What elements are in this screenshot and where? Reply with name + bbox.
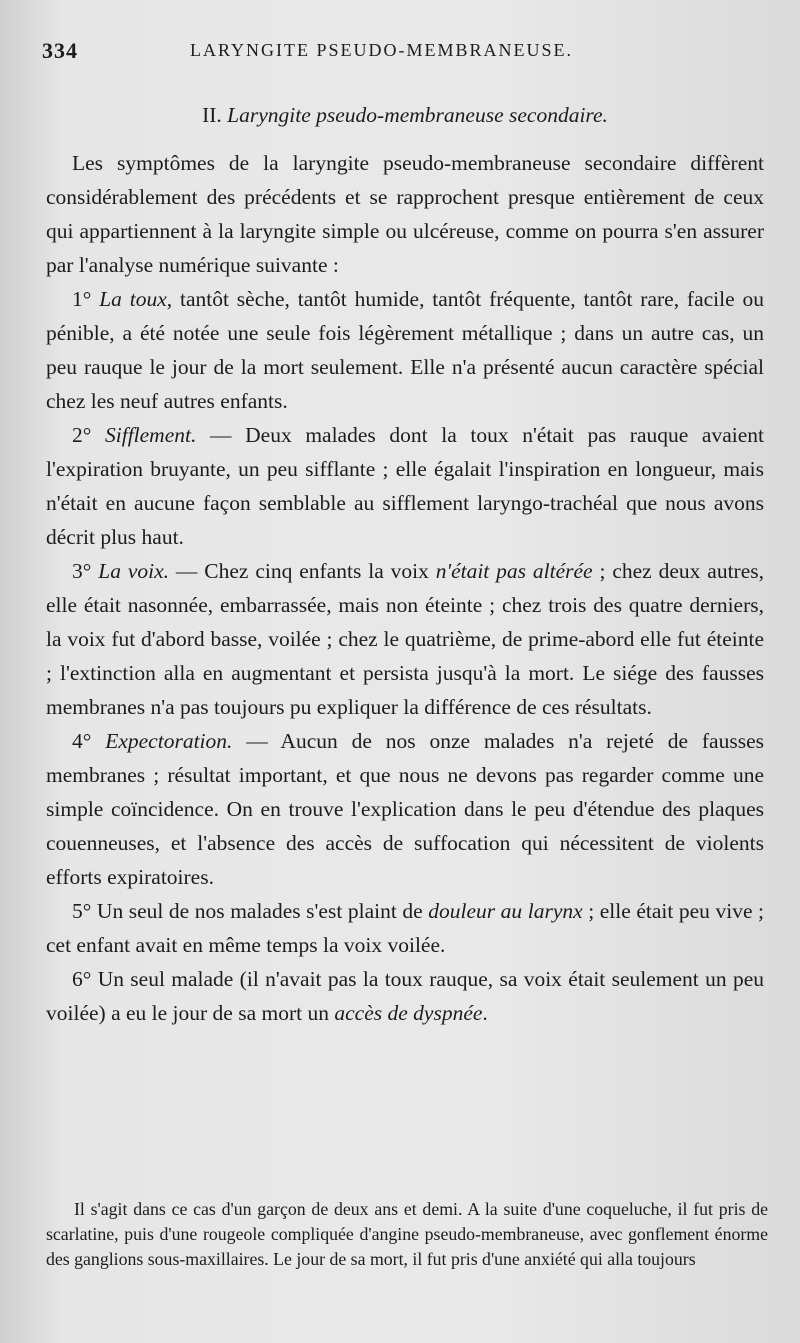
intro-paragraph: Les symptômes de la laryngite pseudo-membraneuse secondaire diffèrent considérablement des précédents et se rapprochent presque entièrement de ceux qui appartiennent à la laryngite simple ou ulcéreuse, comme on pourra s'en assurer par l'analyse numérique suivante : [46,151,764,277]
item-voice [46,554,764,724]
item-label: La voix. [98,559,170,583]
item-text-a: — Chez cinq enfants la voix [169,559,436,583]
item-emphasis: n'était pas altérée [435,559,593,583]
running-title: LARYNGITE PSEUDO-MEMBRANEUSE. [190,40,574,60]
item-whistling [46,418,764,554]
item-number: 3° [72,559,92,583]
section-title: Laryngite pseudo-membraneuse secondaire. [227,103,608,127]
item-text-a: Un seul de nos malades s'est plaint de [91,899,429,923]
item-expectoration [46,724,764,894]
item-text: ; chez deux autres, elle était nasonnée, embarrassée, mais non éteinte ; chez trois des quatre derniers, la voix fut d'abord basse, voilée ; chez le quatrième, de prime-abord elle fut éteinte ; l'extinction alla en augmentant et persista jusqu'à la mort. Le siége des fausses membranes n'a pas toujours pu expliquer la différence de ces résultats. [46,559,764,719]
item-emphasis: accès de dyspnée [334,1001,483,1025]
footnote-text: Il s'agit dans ce cas d'un garçon de deux ans et demi. A la suite d'une coqueluche, il fut pris de scarlatine, puis d'une rougeole compliquée d'angine pseudo-membraneuse, avec gonflement énorme des ganglions sous-maxillaires. Le jour de sa mort, il fut pris d'une anxiété qui alla toujours [46,1199,768,1269]
item-number: 4° [72,729,92,753]
item-number: 6° [72,967,92,991]
main-text [46,98,764,1030]
item-label: La toux [99,287,167,311]
item-cough [46,282,764,418]
item-text: — Aucun de nos onze malades n'a rejeté de fausses membranes ; résultat important, et que nous ne devons pas regarder comme une simple coïncidence. On en trouve l'explication dans le peu d'étendue des plaques couenneuses, et l'absence des accès de suffocation qui nécessitent de violents efforts expiratoires. [46,729,764,889]
item-text: . [482,1001,488,1025]
item-pain [46,894,764,962]
section-heading [46,98,764,132]
footnote [46,1197,768,1272]
item-number: 2° [72,423,92,447]
page-header [40,38,770,68]
item-dyspnea [46,962,764,1030]
item-text: ; elle était peu vive ; cet enfant avait en même temps la voix voilée. [46,899,765,957]
item-text-a: Un seul malade (il n'avait pas la toux rauque, sa voix était seulement un peu voilée) a eu le jour de sa mort un [46,967,764,1025]
item-text: — Deux malades dont la toux n'était pas rauque avaient l'expiration bruyante, un peu sifflante ; elle égalait l'inspiration en longueur, mais n'était en aucune façon semblable au sifflement laryngo-trachéal que nous avons décrit plus haut. [46,423,764,549]
item-label: Expectoration. [105,729,233,753]
item-text: , tantôt sèche, tantôt humide, tantôt fréquente, tantôt rare, facile ou pénible, a été notée une seule fois légèrement métallique ; dans un autre cas, un peu rauque le jour de la mort seulement. Elle n'a présenté aucun caractère spécial chez les neuf autres enfants. [46,287,764,413]
page-number: 334 [42,38,78,63]
section-number: II. [202,103,222,127]
item-label: Sifflement. [105,423,197,447]
item-number: 1° [72,287,92,311]
item-emphasis: douleur au larynx [428,899,583,923]
item-number: 5° [72,899,92,923]
